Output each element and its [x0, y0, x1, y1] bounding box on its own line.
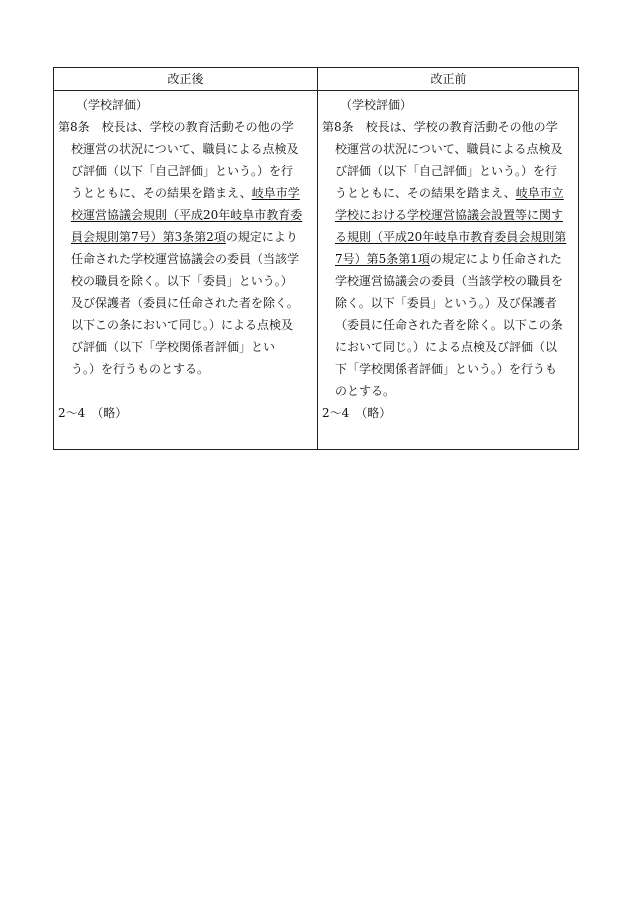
- before-line-7: 7号）第5条第1項の規定により任命された: [335, 252, 562, 266]
- before-body: [318, 91, 579, 424]
- before-amended-text: 学校における学校運営協議会設置等に関す: [335, 208, 564, 222]
- after-caption: （学校評価）: [76, 98, 149, 112]
- after-line-4: うとともに、その結果を踏まえ、岐阜市学: [71, 186, 300, 200]
- before-footer: 2～4 （略）: [322, 406, 392, 420]
- after-line-11: び評価（以下「学校関係者評価」とい: [71, 340, 276, 354]
- header-after: 改正後: [54, 68, 317, 91]
- before-amended-text: 岐阜市立: [515, 186, 564, 200]
- before-column: [317, 68, 579, 449]
- before-amended-text: 7号）第5条第1項: [335, 252, 430, 266]
- before-line-5: [318, 204, 579, 226]
- after-amended-text: 員会規則第7号）第3条第2項: [71, 230, 226, 244]
- before-line-12: 下「学校関係者評価」という。）を行うも: [335, 362, 558, 376]
- after-line-1: 第8条 校長は、学校の教育活動その他の学: [58, 120, 294, 134]
- before-line-13: のとする。: [335, 384, 396, 398]
- after-footer: 2～4 （略）: [58, 406, 128, 420]
- after-line-6: 員会規則第7号）第3条第2項の規定により: [71, 230, 298, 244]
- after-column: [54, 68, 317, 449]
- before-line-3: び評価（以下「自己評価」という。）を行: [335, 164, 558, 178]
- before-line-8: 学校運営協議会の委員（当該学校の職員を: [335, 274, 564, 288]
- before-line-10: （委員に任命された者を除く。以下この条: [335, 318, 563, 332]
- comparison-table: [53, 67, 579, 450]
- before-line-2: 校運営の状況について、職員による点検及: [335, 142, 563, 156]
- after-line-3: び評価（以下「自己評価」という。）を行: [71, 164, 294, 178]
- before-caption: （学校評価）: [340, 98, 413, 112]
- after-line-9: 及び保護者（委員に任命された者を除く。: [71, 296, 299, 310]
- after-body: [54, 91, 317, 424]
- after-line-7: 任命された学校運営協議会の委員（当該学: [71, 252, 300, 266]
- header-before: 改正前: [318, 68, 579, 91]
- after-line-10: 以下この条において同じ。）による点検及: [71, 318, 294, 332]
- before-line-4: うとともに、その結果を踏まえ、岐阜市立: [335, 186, 564, 200]
- after-line-2: 校運営の状況について、職員による点検及: [71, 142, 299, 156]
- after-line-8: 校の職員を除く。以下「委員」という。）: [71, 274, 293, 288]
- before-line-9: 除く。以下「委員」という。）及び保護者: [335, 296, 557, 310]
- after-amended-text: 校運営協議会規則（平成20年岐阜市教育委: [71, 208, 303, 222]
- after-amended-text: 岐阜市学: [251, 186, 300, 200]
- before-line-6: [318, 226, 579, 248]
- before-line-1: 第8条 校長は、学校の教育活動その他の学: [322, 120, 558, 134]
- before-line-11: において同じ。）による点検及び評価（以: [335, 340, 558, 354]
- after-line-12: う。）を行うものとする。: [71, 362, 210, 376]
- before-amended-text: る規則（平成20年岐阜市教育委員会規則第: [335, 230, 567, 244]
- after-line-5: [54, 204, 317, 226]
